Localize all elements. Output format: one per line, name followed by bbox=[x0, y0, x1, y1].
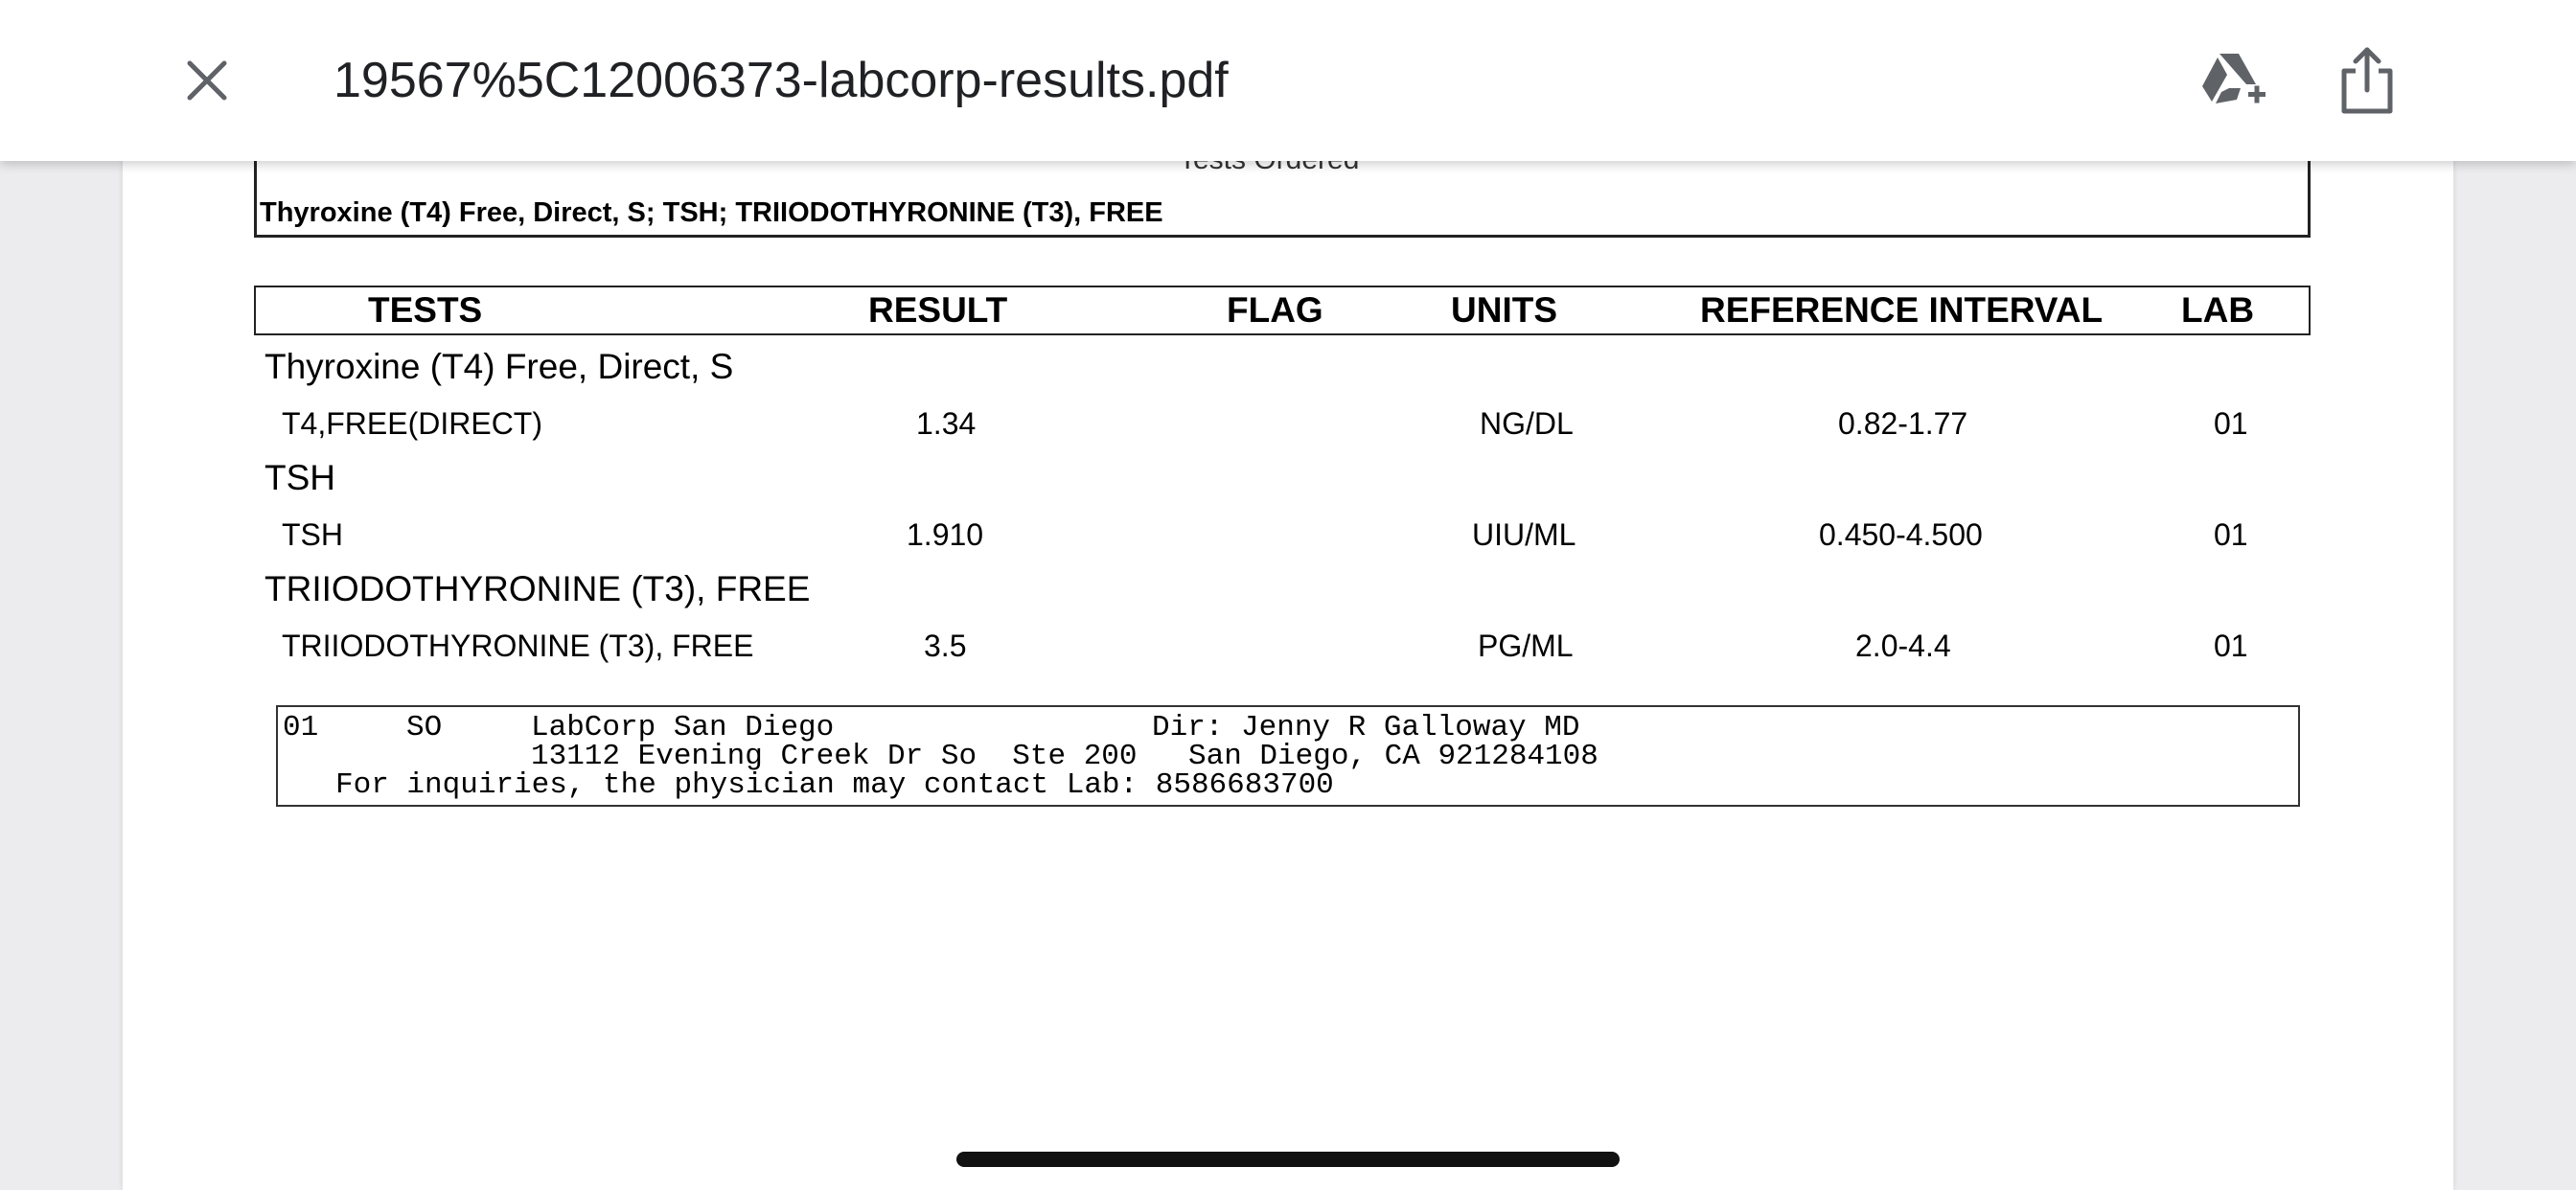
header-lab: LAB bbox=[2181, 290, 2255, 330]
row-tsh-lab: 01 bbox=[2214, 517, 2248, 552]
lab-contact: For inquiries, the physician may contact Lab: 8586683700 bbox=[335, 768, 1334, 802]
row-t4-units: NG/DL bbox=[1480, 406, 1574, 441]
tests-ordered-text: Thyroxine (T4) Free, Direct, S; TSH; TRIIODOTHYRONINE (T3), FREE bbox=[260, 197, 1163, 228]
row-t3-result: 3.5 bbox=[924, 629, 967, 663]
row-t3-reference: 2.0-4.4 bbox=[1855, 629, 1951, 663]
lab-address: 13112 Evening Creek Dr So Ste 200 bbox=[531, 740, 1138, 773]
add-to-drive-button[interactable] bbox=[2187, 42, 2279, 119]
header-reference-interval: REFERENCE INTERVAL bbox=[1700, 290, 2104, 330]
lab-name: LabCorp San Diego bbox=[531, 711, 835, 744]
close-button[interactable] bbox=[169, 48, 245, 113]
row-t4-reference: 0.82-1.77 bbox=[1838, 406, 1968, 441]
header-tests: TESTS bbox=[368, 290, 483, 330]
row-t4-lab: 01 bbox=[2214, 406, 2248, 441]
row-tsh-units: UIU/ML bbox=[1472, 517, 1576, 552]
row-t4-result: 1.34 bbox=[916, 406, 977, 441]
close-icon bbox=[184, 57, 230, 103]
row-tsh-result: 1.910 bbox=[907, 517, 984, 552]
group-title-t3: TRIIODOTHYRONINE (T3), FREE bbox=[264, 569, 811, 608]
group-title-t4: Thyroxine (T4) Free, Direct, S bbox=[264, 347, 734, 386]
row-tsh-reference: 0.450-4.500 bbox=[1819, 517, 1983, 552]
group-title-tsh: TSH bbox=[264, 458, 335, 497]
share-button[interactable] bbox=[2323, 38, 2411, 123]
app-bar bbox=[0, 0, 2576, 161]
header-flag: FLAG bbox=[1227, 290, 1323, 330]
file-title: 19567%5C12006373-labcorp-results.pdf bbox=[334, 53, 1229, 108]
lab-city: San Diego, CA 921284108 bbox=[1188, 740, 1598, 773]
header-result: RESULT bbox=[868, 290, 1008, 330]
share-icon bbox=[2338, 46, 2396, 115]
home-indicator[interactable] bbox=[956, 1152, 1620, 1167]
row-t3-test: TRIIODOTHYRONINE (T3), FREE bbox=[282, 629, 754, 663]
header-units: UNITS bbox=[1451, 290, 1557, 330]
row-t3-lab: 01 bbox=[2214, 629, 2248, 663]
row-t3-units: PG/ML bbox=[1478, 629, 1574, 663]
lab-director: Dir: Jenny R Galloway MD bbox=[1152, 711, 1580, 744]
add-to-drive-icon bbox=[2198, 50, 2267, 111]
lab-code: 01 bbox=[283, 711, 319, 744]
lab-abbr: SO bbox=[406, 711, 443, 744]
row-tsh-test: TSH bbox=[282, 517, 343, 552]
row-t4-test: T4,FREE(DIRECT) bbox=[282, 406, 542, 441]
